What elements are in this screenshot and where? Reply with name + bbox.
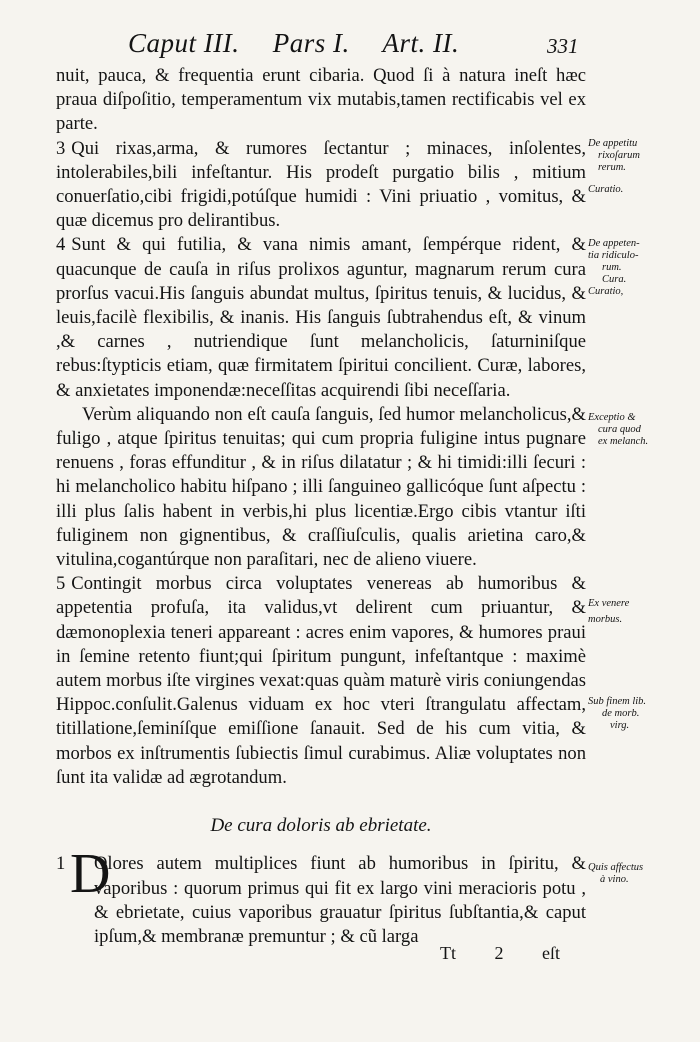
- header-pars: Pars I.: [272, 28, 350, 58]
- margin-line: rixoſarum: [598, 150, 640, 161]
- margin-note-ridiculorum: [588, 238, 700, 298]
- margin-note-vino: [588, 862, 700, 886]
- paragraph-5: [56, 572, 586, 790]
- margin-line: Curatio.: [588, 184, 624, 195]
- paragraph-number: 1: [56, 853, 66, 875]
- paragraph-number: 3: [56, 137, 66, 159]
- paragraph-3: [56, 137, 586, 234]
- margin-line: morbus.: [588, 614, 623, 625]
- margin-line: virg.: [610, 720, 630, 731]
- paragraph-text: Qui rixas,arma, & rumores ſectantur ; minaces, inſolentes, intolerabiles,bili infeſtantur. His prodeſt purgatio bilis , mitium conuerſatio,cibi frigidi,potúſque humidi : Vini priuatio , vomitus, & quæ dicemus pro delirantibus.: [56, 137, 586, 232]
- header-title: [128, 28, 485, 59]
- margin-line: rum.: [602, 262, 622, 273]
- signature-number: 2: [494, 943, 504, 963]
- catchword: eſt: [542, 943, 560, 963]
- drop-cap: D: [70, 843, 111, 906]
- margin-note-venere: [588, 598, 700, 626]
- paragraph-4: [56, 233, 586, 402]
- margin-line: ex melanch.: [598, 436, 649, 447]
- margin-note-appetitu: [588, 138, 700, 196]
- margin-line: Exceptio &: [588, 412, 636, 423]
- margin-line: tia ridiculo-: [588, 250, 639, 261]
- catchword-line: [440, 943, 594, 964]
- paragraph-verum: Verùm aliquando non eſt cauſa ſanguis, ſed humor melancholicus,& fuligo , atque ſpiritus tenuitas; qui cum propria fuligine intus pugnare renuens , foras effunditur , & in riſus dilatatur ; & hi timidi:illi ſecuri : hi melancholico habitu hiſpano ; illi ſanguineo gallicóque ſunt aſpectu : illi plus ſalis habent in verbis,hi plus licentiæ.Ergo cibis vtantur iſti fuliginem non gignentibus, & craſſiuſculis, qualis arietina caro,& vitulina,cogantúrque non paraſitari, nec de alieno viuere.: [56, 403, 586, 571]
- paragraph-text: Olores autem multiplices fiunt ab humoribus in ſpiritu, & vaporibus : quorum primus qui fit ex largo vini meracioris potu , & ebrietate, cuius vaporibus grauatur ſpiritus ſubſtantia,& caput ipſum,& membranæ premuntur ; & cũ larga: [94, 853, 586, 947]
- margin-line: à vino.: [600, 874, 629, 885]
- signature-mark: Tt: [440, 943, 456, 963]
- margin-line: Quis affectus: [588, 862, 644, 873]
- margin-line: de morb.: [602, 708, 640, 719]
- paragraph-text: Sunt & qui futilia, & vana nimis amant, ſempérque rident, & quacunque de cauſa in riſus prolixos aguntur, magnarum rerum cura prorſus vacui.His ſanguis abundat multus, ſpiritus tenuis, & lucidus, & leuis,facilè flexibilis, & inanis. His ſanguis ſubtrahendus eſt, & vinum ,& carnes , nutriendique ſunt melancholicis, ſaturniniſque rebus:ſtypticis etiam, quæ firmitatem ſpiritui concilient. Curæ, labores, & anxietates imponendæ:neceſſitas acquirendi ſibi neceſſaria.: [56, 234, 586, 401]
- header-art: Art. II.: [382, 28, 460, 58]
- main-text: [56, 64, 586, 949]
- margin-line: Cura.: [602, 274, 627, 285]
- page-number: 331: [547, 34, 579, 58]
- running-header: [0, 28, 700, 68]
- paragraph-text: Contingit morbus circa voluptates venereas ab humoribus & appetentia profuſa, ita validus,vt delirent cum priuantur, & dæmonoplexia teneri appareant : acres enim vapores, & humores praui in ſemine retento fiunt;qui ſpiritum pungunt, infeſtantque : maximè autem morbus iſte virgines vexat:quas quàm maturè viris coniungendas Hippoc.conſulit.Galenus viduam ex hoc vteri ſtrangulatu affectam, titillatione,ſeminíſque emiſſione ſanauit. Sed de his cum vitia, & morbos ex inſtrumentis ſubiectis ſimul curabimus. Aliæ voluptates non ſunt ita validæ ad ægrotandum.: [56, 573, 586, 788]
- margin-line: De appetitu: [588, 138, 638, 149]
- margin-note-exceptio: [588, 412, 700, 448]
- paragraph-number: 5: [56, 573, 66, 595]
- margin-note-sub-finem: [588, 696, 700, 732]
- paragraph-number: 4: [56, 234, 66, 256]
- margin-line: Curatio,: [588, 286, 624, 297]
- paragraph-dolores: [56, 843, 586, 949]
- margin-line: cura quod: [598, 424, 641, 435]
- paragraph-1: nuit, pauca, & frequentia erunt cibaria. Quod ſi à natura ineſt hæc praua diſpoſitio, temperamentum vix mutabis,tamen rectificabis vel ex parte.: [56, 65, 586, 135]
- margin-line: Sub finem lib.: [588, 696, 647, 707]
- margin-line: rerum.: [598, 162, 626, 173]
- section-heading: De cura doloris ab ebrietate.: [210, 815, 432, 837]
- margin-line: Ex venere: [588, 598, 630, 609]
- margin-line: De appeten-: [588, 238, 640, 249]
- header-caput: Caput III.: [128, 28, 240, 58]
